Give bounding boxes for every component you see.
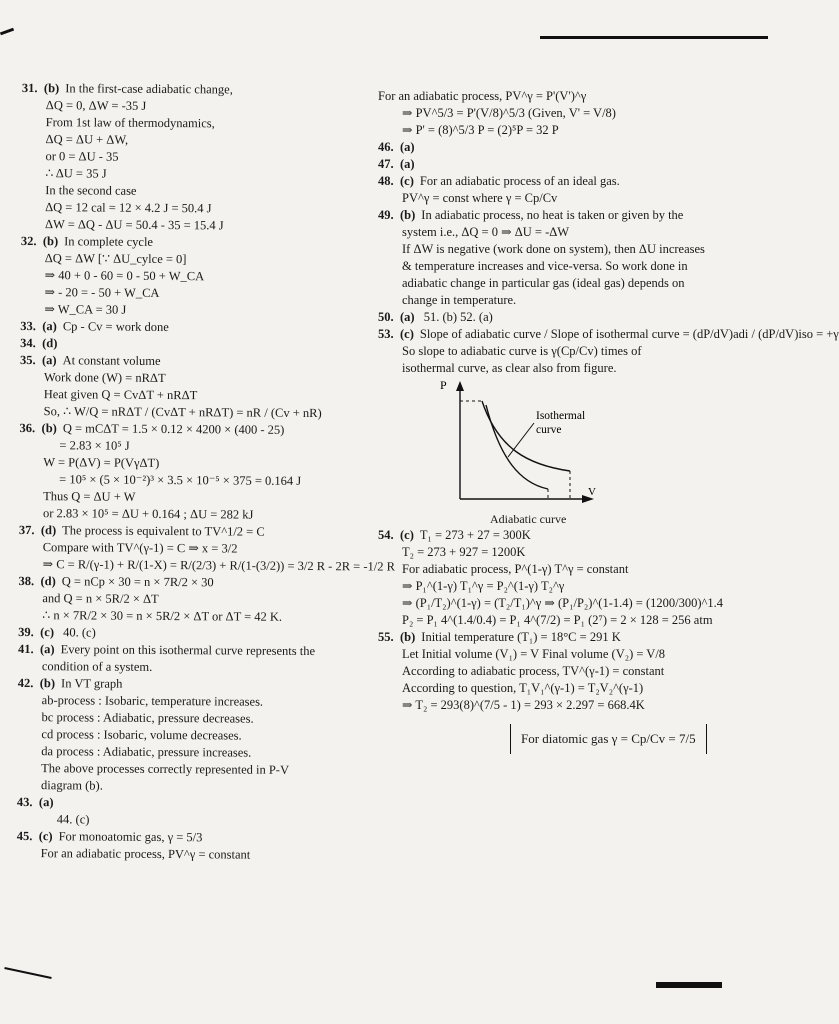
line-text: ΔW = ΔQ - ΔU = 50.4 - 35 = 15.4 J (44, 217, 224, 233)
line-text: adiabatic change in particular gas (ideal gas) depends on (402, 276, 685, 290)
line-text: ⇒ 40 + 0 - 60 = 0 - 50 + W_CA (44, 268, 205, 284)
line-text: diagram (b). (41, 778, 103, 793)
line-text: So slope to adiabatic curve is γ(Cp/Cv) times of (402, 344, 642, 358)
line-text: Initial temperature (T₁) = 18°C = 291 K (421, 630, 621, 645)
solution-line (378, 326, 839, 343)
answer-option: (c) (400, 174, 414, 188)
text-line (378, 122, 724, 139)
question-number: 50. (378, 310, 394, 324)
line-text: In VT graph (61, 676, 123, 691)
line-text: T₂ = 273 + 927 = 1200K (402, 545, 526, 560)
p-axis-label: P (440, 378, 447, 392)
line-text: ab-process : Isobaric, temperature increases. (41, 693, 264, 709)
line-text: change in temperature. (402, 293, 517, 307)
v-axis-label: V (588, 486, 596, 498)
line-text: cd process : Isobaric, volume decreases. (41, 727, 242, 743)
solution-line (378, 527, 724, 544)
line-text: At constant volume (62, 353, 161, 368)
answer-option: (b) (43, 81, 60, 96)
solution-line (378, 629, 724, 646)
answer-option: (c) (400, 528, 414, 543)
question-number: 37. (18, 522, 35, 538)
line-text: In adiabatic process, no heat is taken or given by the (421, 208, 684, 222)
question-number: 38. (18, 573, 35, 589)
line-text: Thus Q = ΔU + W (43, 489, 136, 504)
text-line (378, 275, 724, 292)
question-number: 47. (378, 157, 394, 171)
top-rule (540, 36, 768, 39)
answer-option: (a) (39, 642, 55, 657)
answer-option: (d) (40, 574, 56, 589)
text-line (378, 578, 724, 595)
line-text: ∴ ΔU = 35 J (45, 166, 107, 181)
line-text: Slope of adiabatic curve / Slope of isothermal curve = (dP/dV)adi / (dP/dV)iso = +γ (419, 327, 839, 341)
line-text: ⇒ P₁^(1-γ) T₁^γ = P₂^(1-γ) T₂^γ (402, 579, 565, 594)
answer-option: (a) (400, 140, 415, 154)
line-text: and Q = n × 5R/2 × ΔT (42, 591, 159, 606)
line-text: T₁ = 273 + 27 = 300K (419, 528, 531, 543)
line-text: = 10⁵ × (5 × 10⁻²)³ × 3.5 × 10⁻⁵ × 375 = 0.164 J (59, 472, 302, 488)
bottom-right-bar (656, 982, 722, 988)
right-column-bottom (378, 527, 724, 714)
question-number: 53. (378, 327, 394, 341)
line-text: or 0 = ΔU - 35 (45, 149, 119, 164)
solution-line (378, 139, 724, 156)
line-text: W = P(ΔV) = P(VγΔT) (43, 455, 160, 470)
line-text: For an adiabatic process of an ideal gas. (419, 174, 620, 188)
question-number: 54. (378, 528, 394, 543)
answer-option: (a) (400, 157, 415, 171)
text-line (378, 595, 724, 612)
pv-graph (438, 379, 598, 511)
question-number: 35. (19, 352, 36, 368)
line-text: From 1st law of thermodynamics, (45, 115, 215, 131)
text-line (378, 697, 724, 714)
answer-option: (b) (400, 630, 416, 645)
line-text: or 2.83 × 10⁵ = ΔU + 0.164 ; ΔU = 282 kJ (42, 506, 254, 522)
line-text: According to question, T₁V₁^(γ-1) = T₂V₂^(γ-1) (402, 681, 644, 696)
line-text: For an adiabatic process, PV^γ = constant (40, 846, 251, 862)
line-text: PV^γ = const where γ = Cp/Cv (402, 191, 558, 205)
right-column-top (378, 88, 839, 377)
text-line (378, 646, 724, 663)
text-line (378, 258, 724, 275)
adiabatic-curve-label: Adiabatic curve (490, 512, 567, 526)
text-line (378, 612, 724, 629)
answer-option: (b) (42, 234, 59, 249)
question-number: 46. (378, 140, 394, 154)
text-line (378, 190, 724, 207)
line-text: ⇒ (P₁/T₂)^(1-γ) = (T₂/T₁)^γ ⇒ (P₁/P₂)^(1-1.4) = (1200/300)^1.4 (402, 596, 724, 611)
isothermal-pointer (508, 423, 534, 457)
question-number: 45. (16, 828, 33, 844)
text-line (378, 360, 724, 377)
text-line (378, 292, 724, 309)
answer-option: (b) (41, 421, 57, 436)
line-text: Heat given Q = CvΔT + nRΔT (43, 387, 198, 403)
text-line (378, 343, 724, 360)
line-text: For adiabatic process, P^(1-γ) T^γ = constant (402, 562, 629, 577)
line-text: ΔQ = ΔW [∵ ΔU_cylce = 0] (44, 251, 187, 267)
line-text: 40. (c) (59, 625, 96, 640)
isothermal-label-1: Isothermal (536, 410, 586, 422)
line-text: ⇒ - 20 = - 50 + W_CA (44, 285, 160, 300)
line-text: The above processes correctly represented in P-V (41, 761, 290, 777)
answer-option: (c) (38, 829, 53, 844)
solution-line (378, 173, 724, 190)
solution-line (378, 156, 724, 173)
line-text: ⇒ T₂ = 293(8)^(7/5 - 1) = 293 × 2.297 = 668.4K (402, 698, 645, 713)
line-text: ⇒ C = R/(γ-1) + R/(1-X) = R/(2/3) + R/(1-(3/2)) = 3/2 R - 2R = -1/2 R (42, 557, 396, 574)
answer-option: (a) (400, 310, 415, 324)
question-number: 31. (21, 80, 38, 96)
line-text: ⇒ W_CA = 30 J (44, 302, 127, 317)
solution-line (20, 318, 355, 337)
line-text: If ΔW is negative (work done on system), then ΔU increases (402, 242, 705, 256)
answer-option: (a) (42, 319, 57, 334)
question-number: 32. (20, 233, 37, 249)
text-line (17, 777, 352, 796)
line-text: In the second case (45, 183, 137, 198)
corner-mark (0, 28, 14, 36)
line-text: condition of a system. (41, 659, 153, 674)
line-text: In complete cycle (64, 234, 154, 249)
line-text: ΔQ = ΔU + ΔW, (45, 132, 129, 147)
answer-option: (c) (400, 327, 414, 341)
question-number: 55. (378, 630, 394, 645)
line-text: system i.e., ΔQ = 0 ⇒ ΔU = -ΔW (402, 225, 570, 239)
line-text: Let Initial volume (V₁) = V Final volume (V₂) = V/8 (402, 647, 666, 662)
line-text: ΔQ = 0, ΔW = -35 J (45, 98, 147, 113)
line-text: ∴ n × 7R/2 × 30 = n × 5R/2 × ΔT or ΔT = 42 K. (42, 608, 283, 624)
spacer (378, 714, 724, 724)
text-line (378, 663, 724, 680)
line-text: Cp - Cv = work done (62, 319, 169, 335)
line-text: So, ∴ W/Q = nRΔT / (CvΔT + nRΔT) = nR / (Cv + nR) (43, 404, 322, 421)
question-number: 41. (17, 641, 34, 657)
text-line (378, 88, 724, 105)
question-number: 49. (378, 208, 394, 222)
question-number: 39. (18, 624, 34, 640)
line-text: & temperature increases and vice-versa. So work done in (402, 259, 688, 273)
answer-option: (a) (41, 353, 57, 368)
answer-option: (a) (38, 795, 54, 810)
line-text: The process is equivalent to TV^1/2 = C (62, 523, 265, 539)
answer-option: (d) (40, 523, 57, 538)
line-text: 44. (c) (56, 812, 90, 827)
bottom-left-stroke (4, 967, 51, 979)
text-line (378, 224, 724, 241)
line-text: da process : Adiabatic, pressure increases. (41, 744, 252, 760)
question-number: 48. (378, 174, 394, 188)
line-text: For monoatomic gas, γ = 5/3 (58, 829, 203, 845)
line-text: For an adiabatic process, PV^γ = P'(V')^γ (378, 89, 587, 103)
answer-option: (d) (42, 336, 58, 351)
answer-option: (b) (39, 676, 56, 691)
line-text: = 2.83 × 10⁵ J (59, 438, 130, 453)
right-column (378, 88, 839, 754)
line-text: ΔQ = 12 cal = 12 × 4.2 J = 50.4 J (45, 200, 212, 216)
line-text: Every point on this isothermal curve represents the (60, 642, 316, 659)
line-text: P₂ = P₁ 4^(1.4/0.4) = P₁ 4^(7/2) = P₁ (2⁷) = 2 × 128 = 256 atm (402, 613, 713, 628)
solution-line (378, 207, 724, 224)
line-text: isothermal curve, as clear also from figure. (402, 361, 617, 375)
line-text: Compare with TV^(γ-1) = C ⇒ x = 3/2 (42, 540, 238, 556)
text-line (378, 105, 724, 122)
p-axis-arrow (456, 381, 464, 391)
line-text: Q = mCΔT = 1.5 × 0.12 × 4200 × (400 - 25) (62, 421, 285, 437)
text-line (378, 544, 724, 561)
text-line (378, 680, 724, 697)
diatomic-note: For diatomic gas γ = Cp/Cv = 7/5 (510, 724, 707, 754)
line-text: Work done (W) = nRΔT (43, 370, 166, 386)
text-line (378, 241, 724, 258)
text-line (378, 561, 724, 578)
question-number: 33. (20, 318, 36, 334)
solution-line (378, 309, 724, 326)
line-text: According to adiabatic process, TV^(γ-1) = constant (402, 664, 665, 679)
line-text: 51. (b) 52. (a) (420, 310, 493, 324)
question-number: 36. (19, 420, 36, 436)
answer-option: (b) (400, 208, 416, 222)
line-text: Q = nCp × 30 = n × 7R/2 × 30 (61, 574, 214, 590)
answer-option: (c) (40, 625, 55, 640)
text-line (17, 845, 352, 864)
line-text: ⇒ PV^5/3 = P'(V/8)^5/3 (Given, V' = V/8) (402, 106, 616, 120)
question-number: 34. (20, 335, 36, 351)
line-text: In the first-case adiabatic change, (65, 81, 233, 97)
question-number: 42. (17, 675, 34, 691)
question-number: 43. (16, 794, 33, 810)
line-text: ⇒ P' = (8)^5/3 P = (2)⁵P = 32 P (402, 123, 559, 137)
line-text: bc process : Adiabatic, pressure decreases. (41, 710, 254, 726)
isothermal-label-2: curve (536, 424, 562, 436)
